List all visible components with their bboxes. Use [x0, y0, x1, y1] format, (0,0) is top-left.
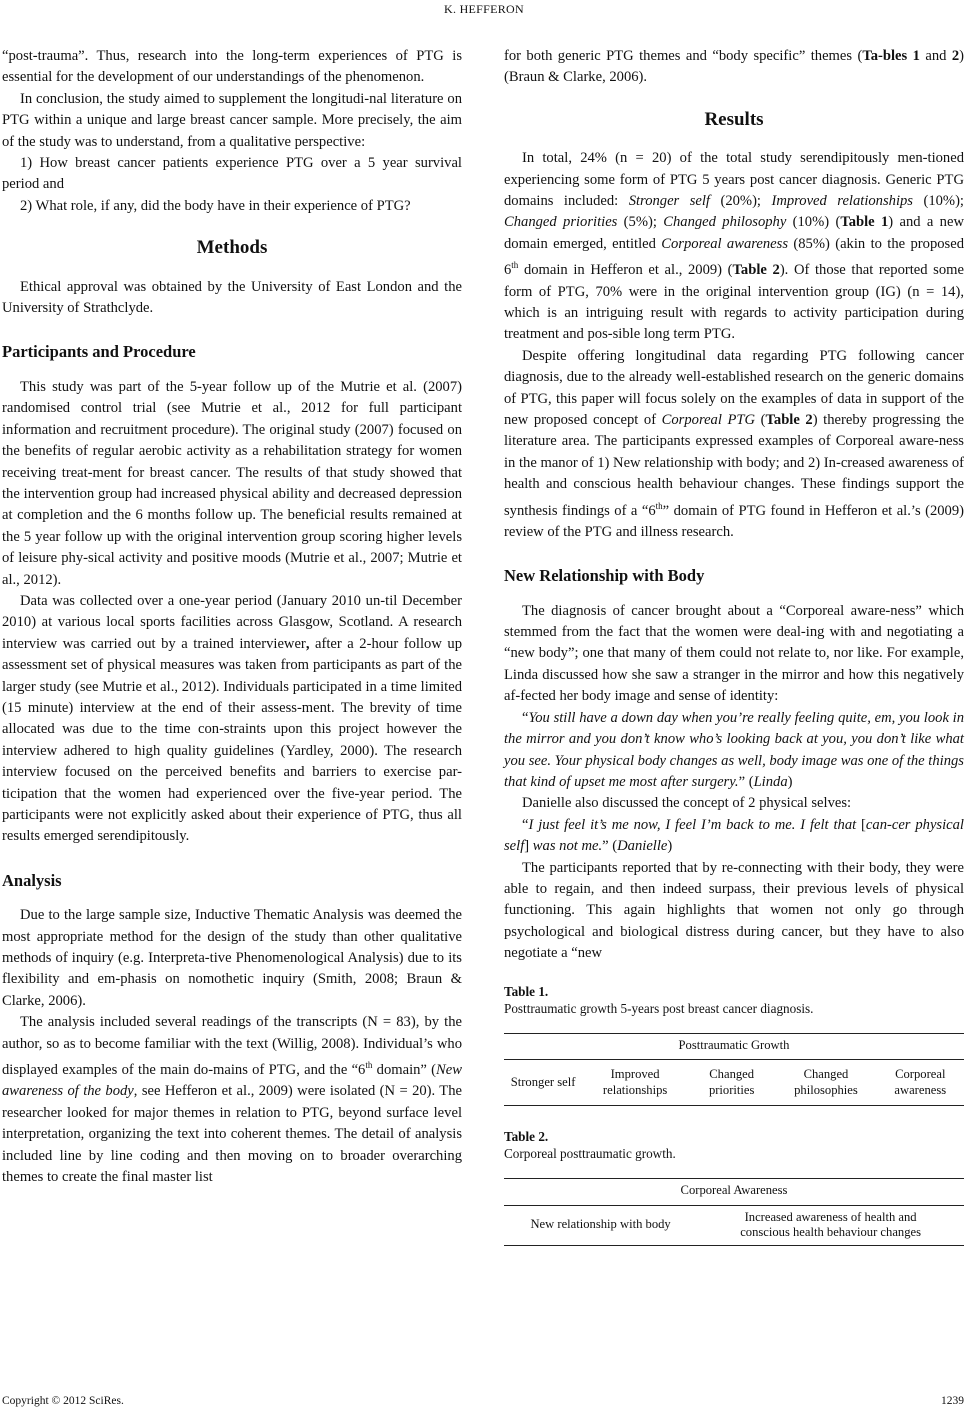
quote-speaker: Linda — [753, 773, 788, 790]
table2-label: Table 2. — [504, 1129, 549, 1145]
table-cell: Increased awareness of health and conscious health behaviour changes — [697, 1205, 964, 1245]
table-ref: Table 2 — [765, 411, 813, 428]
table-ref: 2 — [951, 48, 960, 64]
text: (5%); — [617, 214, 664, 231]
italic-text: Changed priorities — [504, 214, 618, 231]
italic-quote: I just feel it’s me now, I feel I’m back to me. I felt that — [528, 816, 862, 833]
table1-header: Posttraumatic Growth — [504, 1033, 964, 1060]
table-cell: Improved relationships — [582, 1060, 688, 1106]
table-cell: Corporeal awareness — [877, 1060, 964, 1106]
text: [ — [861, 816, 866, 833]
table-cell: New relationship with body — [504, 1205, 697, 1245]
text: , see Hefferon et al., 2009) were isolated (N = 20). The researcher looked for major themes in relation to PTG, beyond surface level interpretation, organizing the text into coherent themes. The detail of analysis included line by line coding and then moving on to broader overarching themes to create the final master list — [2, 1083, 462, 1185]
table1-caption — [504, 983, 964, 1017]
paragraph-continued — [504, 46, 964, 89]
text: Data was collected over a one-year period (January 2010 un-til December 2010) at various local sports facilities across Glasgow, Scotland. A research interview was carried out by a trained interviewer — [2, 592, 462, 652]
table2-caption — [504, 1128, 964, 1162]
text: The analysis included several readings of the transcripts (N = 83), by the author, so as to become familiar with the text (Willig, 2008). Individual’s who displayed examples of the main do-mains of PTG, and the “6 — [2, 1014, 462, 1078]
text: , — [305, 635, 310, 652]
table-ref: Ta-bles 1 — [862, 48, 920, 64]
running-head: K. HEFFERON — [444, 2, 524, 16]
analysis-heading: Analysis — [2, 870, 62, 890]
quote-danielle — [504, 815, 964, 858]
text: “ — [522, 709, 529, 726]
paragraph-participants: This study was part of the 5-year follow up of the Mutrie et al. (2007) randomised control trial (see Mutrie et al., 2012 for full participant information and recruitment procedure). The original study (2007) focused on the benefits of regular aerobic activity as a rehabilitation strategy for women receiving treat-ment for breast cancer. The results of that study showed that the intervention group had increased physical ability and decreased depression at completion and the 6 months follow up. The beneficial results remained at the 5 year follow up with the original intervention group scoring higher levels of leisure phy-sical activity and positive moods (Mutrie et al., 2007; Mutrie et al., 2012). — [2, 378, 462, 588]
table2-caption-text: Corporeal posttraumatic growth. — [504, 1146, 676, 1162]
text: (85%) (akin to the proposed 6 — [504, 235, 964, 279]
text: (10%); — [912, 193, 964, 210]
paragraph-new-relationship-3: The participants reported that by re-connecting with their body, they were able to regain, and then indeed surpass, their previous levels of physical functioning. This again highlights that women not only go through psychological and biological distress during cancer, but they have to also negotiate a “new — [504, 859, 964, 962]
text: ) and a new domain emerged, entitled — [504, 214, 964, 252]
text: after a 2-hour follow up assessment set of physical measures was taken from participants as part of the larger study (see Mutrie et al., 2012). Individuals participated in a time limited (15 minute) interview at the end of their assess-ment. The brevity of time allocated was due to the time con-straints upon this project however the interview adhered to high quality guidelines (Yardley, 2000). The research interview focused on the perceived benefits and barriers to exercise par-ticipation that the women had experienced over the five-year period. The participants were not explicitly asked about their experience of PTG, thus all results emerged serendipitously. — [2, 635, 462, 845]
italic-text: Corporeal awareness — [661, 235, 788, 252]
table-row — [504, 1060, 964, 1106]
research-question-1: 1) How breast cancer patients experience PTG over a 5 year survival period and — [2, 155, 462, 193]
table-cell: Changed philosophies — [775, 1060, 876, 1106]
new-relationship-heading: New Relationship with Body — [504, 566, 705, 586]
text: ) — [667, 838, 673, 855]
table1 — [504, 1033, 964, 1107]
results-heading: Results — [704, 108, 764, 130]
paragraph-conclusion: In conclusion, the study aimed to supplement the longitudi-nal literature on PTG within a unique and large breast cancer sample. More precisely, the aim of the study was to understand, from a qualitative perspective: — [2, 90, 462, 150]
text: ” domain of PTG found in Hefferon et al.’s (2009) review of the PTG and illness research. — [504, 502, 964, 540]
participants-heading: Participants and Procedure — [2, 342, 196, 362]
paragraph-data-collection — [2, 591, 462, 848]
paragraph-intro: “post-trauma”. Thus, research into the long-term experiences of PTG is essential for the development of our understandings of the phenomenon. — [2, 48, 462, 86]
italic-quote: You still have a down day when you’re really feeling quite, em, you look in the mirror and you don’t know who’s looking back at you, you don’t like what you see. Your physical body changes as well, body image was one of the things that kind of upset me most after surgery. — [504, 709, 964, 790]
text: ) — [787, 773, 793, 790]
table-cell: Stronger self — [504, 1060, 582, 1106]
footer-copyright: Copyright © 2012 SciRes. — [2, 1395, 124, 1407]
italic-quote: was not me. — [529, 838, 603, 855]
paragraph-new-relationship-1: The diagnosis of cancer brought about a “Corporeal aware-ness” which stemmed from the fact that the women were deal-ing with and negotiating a “new body”; one that many of them could not relate to, nor like. For example, Linda discussed how she saw a stranger in the mirror and how this negatively af-fected her body image and sense of identity: — [504, 602, 964, 705]
text: and — [919, 48, 952, 64]
table1-label: Table 1. — [504, 983, 549, 999]
italic-text: Stronger self — [628, 193, 710, 210]
text: (10%) ( — [786, 214, 841, 231]
superscript: th — [655, 500, 663, 511]
italic-text: New awareness of the body — [2, 1061, 462, 1100]
text: domain” ( — [372, 1061, 437, 1078]
italic-text: Changed philosophy — [663, 214, 787, 231]
paragraph-analysis-1: Due to the large sample size, Inductive Thematic Analysis was deemed the most appropriate method for the design of the study than other qualitative methods of inquiry (e.g. Interpreta-tive Phenomenological Analysis) due to its flexibility and em-phasis on nomothetic inquiry (Smith, 2008; Braun & Clarke, 2006). — [2, 907, 462, 1009]
table1-caption-text: Posttraumatic growth 5-years post breast cancer diagnosis. — [504, 1000, 814, 1016]
paragraph-new-relationship-2: Danielle also discussed the concept of 2 physical selves: — [522, 795, 852, 812]
table-ref: Table 2 — [732, 262, 780, 279]
paragraph-ethics: Ethical approval was obtained by the University of East London and the University of Strathclyde. — [2, 278, 462, 317]
quote-speaker: Danielle — [617, 838, 668, 855]
table2 — [504, 1178, 964, 1246]
text: “ — [522, 816, 529, 833]
table-row — [504, 1205, 964, 1245]
table2-header: Corporeal Awareness — [504, 1179, 964, 1206]
text: In total, 24% (n = 20) of the total study serendipitously men-tioned experiencing some form of PTG 5 years post cancer diagnosis. Generic PTG domains included: — [504, 150, 964, 210]
text: Despite offering longitudinal data regarding PTG following cancer diagnosis, due to the already well-established research on the generic domains of PTG, this paper will focus solely on the examples of data in support of the new proposed concept of — [504, 347, 964, 428]
table-cell: Changed priorities — [688, 1060, 775, 1106]
text: ). Of those that reported some form of PTG, 70% were in the original intervention group (IG) (n = 14), which is an intriguing result with regards to activity participation during treatment and pos-sible long term PTG. — [504, 262, 964, 343]
research-question-2: 2) What role, if any, did the body have in their experience of PTG? — [20, 197, 411, 214]
italic-quote: can-cer physical self — [504, 816, 964, 855]
text: ” ( — [738, 773, 754, 790]
text: for both generic PTG themes and “body specific” themes ( — [504, 48, 863, 64]
table-ref: Table 1 — [840, 214, 889, 231]
text: (20%); — [709, 193, 772, 210]
right-column — [504, 46, 964, 1246]
text: ) (Braun & Clarke, 2006). — [504, 48, 964, 86]
text: ] — [524, 838, 530, 855]
superscript: th — [365, 1060, 373, 1071]
paragraph-results-1 — [504, 148, 964, 346]
text: ) thereby progressing the literature area. The participants expressed examples of Corporeal aware-ness in the manor of 1) New relationship with body; and 2) In-creased awareness of health and conscious health behaviour changes. These findings support the synthesis findings of a “6 — [504, 411, 964, 519]
text: ” ( — [602, 838, 618, 855]
italic-text: Improved relationships — [771, 193, 913, 210]
italic-text: Corporeal PTG — [661, 411, 756, 428]
superscript: th — [511, 260, 519, 271]
paragraph-analysis-2 — [2, 1012, 462, 1188]
text: ( — [755, 411, 766, 428]
methods-heading: Methods — [196, 237, 268, 259]
left-column — [2, 46, 462, 1188]
quote-linda — [504, 708, 964, 794]
paragraph-results-2 — [504, 346, 964, 544]
footer-page-number: 1239 — [941, 1395, 964, 1407]
text: domain in Hefferon et al., 2009) ( — [518, 262, 733, 279]
